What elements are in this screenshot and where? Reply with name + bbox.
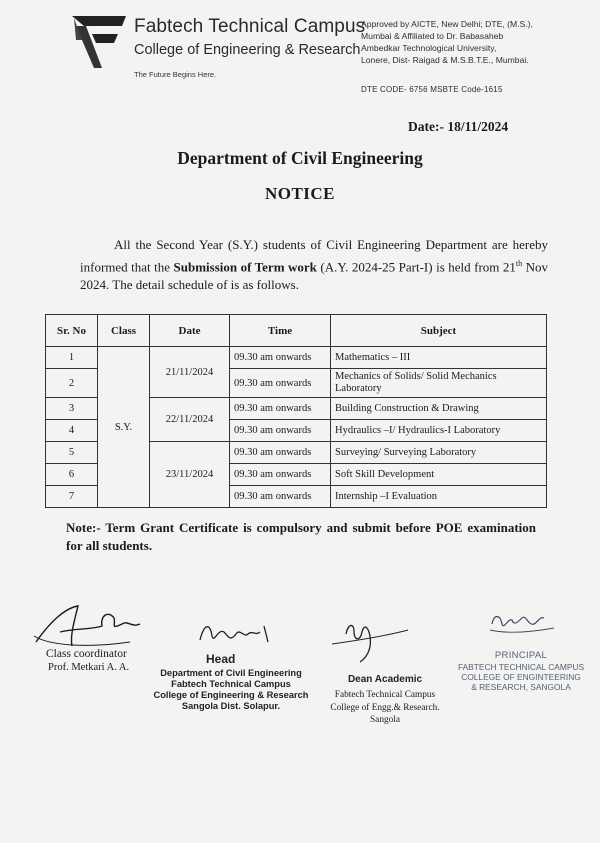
cell-sr: 1 bbox=[46, 347, 98, 369]
dean-stamp bbox=[320, 689, 450, 727]
institute-codes: DTE CODE- 6756 MSBTE Code-1615 bbox=[361, 85, 503, 94]
cell-sr: 2 bbox=[46, 369, 98, 398]
paragraph-text: All the Second Year (S.Y.) students of Civil Engineering Department are hereby informed that the bbox=[80, 237, 548, 274]
schedule-table bbox=[45, 314, 547, 508]
cell-time: 09.30 am onwards bbox=[230, 420, 331, 442]
cell-time: 09.30 am onwards bbox=[230, 347, 331, 369]
head-line: College of Engineering & Research bbox=[153, 690, 309, 700]
head-stamp bbox=[146, 668, 316, 712]
principal-line: FABTECH TECHNICAL CAMPUS bbox=[457, 662, 585, 672]
notice-paragraph bbox=[80, 236, 548, 295]
cell-sr: 7 bbox=[46, 486, 98, 508]
principal-line: COLLEGE OF ENGINTEERING bbox=[461, 672, 581, 682]
dean-signature bbox=[330, 610, 410, 670]
head-line: Sangola Dist. Solapur. bbox=[181, 701, 281, 711]
cell-subject: Mathematics – III bbox=[331, 347, 547, 369]
department-title: Department of Civil Engineering bbox=[177, 148, 423, 168]
notice-title: NOTICE bbox=[264, 184, 336, 203]
cell-time: 09.30 am onwards bbox=[230, 442, 331, 464]
cell-class: S.Y. bbox=[98, 347, 150, 508]
dean-line: Sangola bbox=[370, 715, 400, 725]
cell-subject: Hydraulics –I/ Hydraulics-I Laboratory bbox=[331, 420, 547, 442]
notice-date: Date:- 18/11/2024 bbox=[408, 119, 509, 134]
principal-title: PRINCIPAL bbox=[494, 650, 548, 661]
principal-stamp bbox=[446, 662, 596, 692]
cell-time: 09.30 am onwards bbox=[230, 464, 331, 486]
cell-date: 23/11/2024 bbox=[150, 442, 230, 508]
cell-sr: 5 bbox=[46, 442, 98, 464]
approval-line: Ambedkar Technological University, bbox=[361, 43, 497, 53]
cell-subject: Soft Skill Development bbox=[331, 464, 547, 486]
head-signature bbox=[196, 614, 276, 650]
cell-date: 22/11/2024 bbox=[150, 398, 230, 442]
dean-title: Dean Academic bbox=[347, 674, 423, 685]
paragraph-text: Nov 2024. The detail schedule of is as follows. bbox=[80, 258, 549, 293]
header-date: Date bbox=[150, 315, 230, 347]
coordinator-name: Prof. Metkari A. A. bbox=[48, 662, 130, 673]
paragraph-bold: Submission of Term work bbox=[173, 258, 317, 274]
paragraph-text: (A.Y. 2024-25 Part-I) is held from 21 bbox=[316, 258, 516, 274]
cell-subject: Surveying/ Surveying Laboratory bbox=[331, 442, 547, 464]
cell-subject: Building Construction & Drawing bbox=[331, 398, 547, 420]
cell-time: 09.30 am onwards bbox=[230, 486, 331, 508]
institute-logo bbox=[72, 16, 126, 68]
cell-sr: 6 bbox=[46, 464, 98, 486]
head-line: Fabtech Technical Campus bbox=[171, 679, 291, 689]
paragraph-sup: th bbox=[515, 258, 523, 268]
cell-date: 21/11/2024 bbox=[150, 347, 230, 398]
cell-sr: 4 bbox=[46, 420, 98, 442]
note-text: Note:- Term Grant Certificate is compulsory and submit before POE examination for all students. bbox=[66, 520, 536, 553]
approval-text bbox=[361, 18, 541, 66]
head-line: Department of Civil Engineering bbox=[160, 668, 302, 678]
cell-subject: Internship –I Evaluation bbox=[331, 486, 547, 508]
dean-line: Fabtech Technical Campus bbox=[334, 690, 436, 700]
approval-line: Approved by AICTE, New Delhi; DTE, (M.S.), bbox=[361, 19, 533, 29]
cell-subject: Mechanics of Solids/ Solid Mechanics Laboratory bbox=[331, 369, 547, 398]
head-title: Head bbox=[206, 652, 236, 666]
institute-tagline: The Future Begins Here. bbox=[134, 70, 217, 79]
principal-line: & RESEARCH, SANGOLA bbox=[471, 682, 571, 692]
header-time: Time bbox=[230, 315, 331, 347]
header-subject: Subject bbox=[331, 315, 547, 347]
institute-subtitle: College of Engineering & Research bbox=[134, 42, 361, 58]
coordinator-title: Class coordinator bbox=[46, 648, 127, 660]
header-sr-no: Sr. No bbox=[46, 315, 98, 347]
cell-sr: 3 bbox=[46, 398, 98, 420]
coordinator-signature bbox=[30, 602, 150, 650]
cell-time: 09.30 am onwards bbox=[230, 398, 331, 420]
table-header-row bbox=[46, 315, 547, 347]
dean-line: College of Engg.& Research. bbox=[330, 702, 440, 713]
table-row bbox=[46, 347, 547, 369]
header-class: Class bbox=[98, 315, 150, 347]
approval-line: Mumbai & Affiliated to Dr. Babasaheb bbox=[361, 31, 504, 41]
cell-time: 09.30 am onwards bbox=[230, 369, 331, 398]
institute-name: Fabtech Technical Campus bbox=[134, 16, 366, 37]
approval-line: Lonere, Dist- Raigad & M.S.B.T.E., Mumbai. bbox=[361, 55, 529, 65]
principal-signature bbox=[488, 608, 558, 638]
